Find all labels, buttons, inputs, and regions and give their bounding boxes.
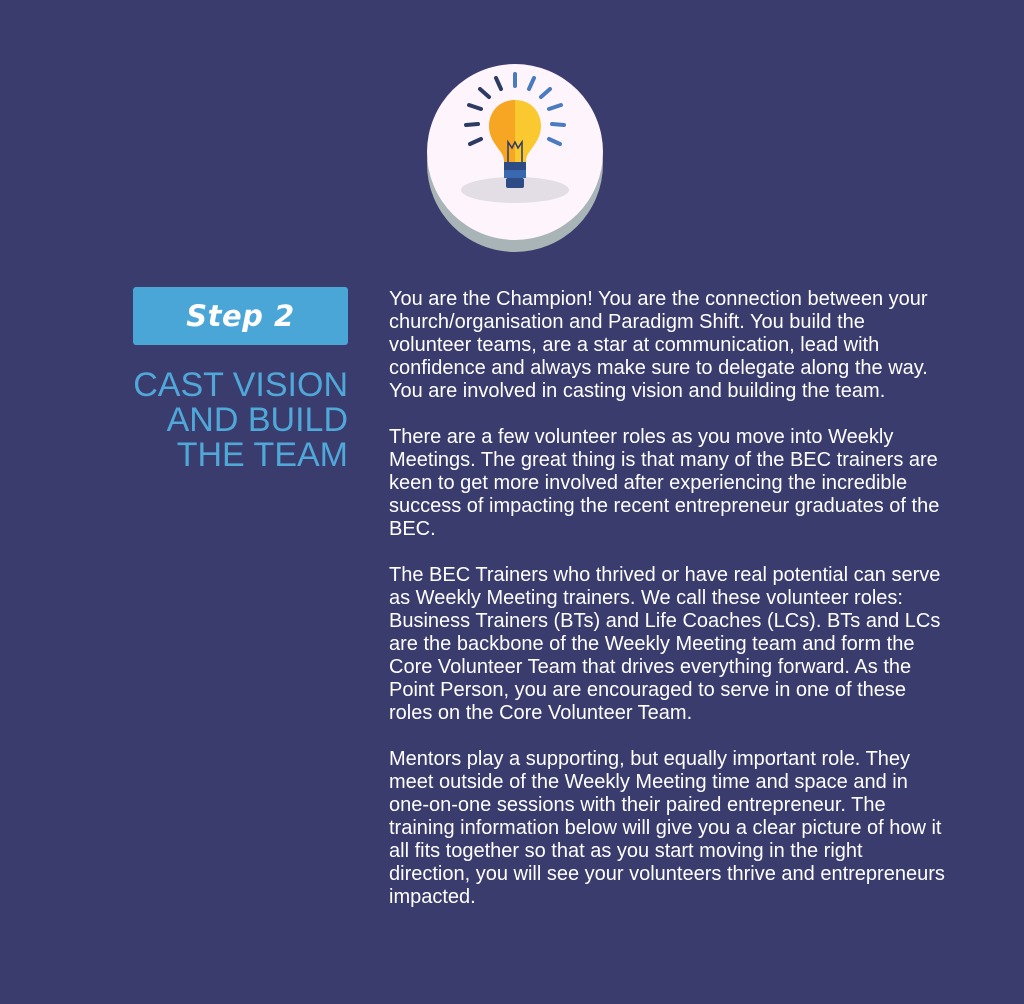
- paragraph: There are a few volunteer roles as you move into Weekly Meetings. The great thing is that many of the BEC trainers are keen to get more involved after experiencing the incredible success of impacting the recent entrepreneur graduates of the BEC.: [389, 426, 940, 540]
- lightbulb-icon: [420, 62, 610, 252]
- step-badge: [133, 287, 348, 345]
- step-label: Step 2: [186, 299, 295, 333]
- paragraph: Mentors play a supporting, but equally important role. They meet outside of the Weekly Meeting time and space and in one-on-one sessions with their paired entrepreneur. The training information below will give you a clear picture of how it all fits together so that as you start moving in the right direction, you will see your volunteers thrive and entrepreneurs impacted.: [389, 748, 945, 908]
- paragraph: The BEC Trainers who thrived or have real potential can serve as Weekly Meeting trainers. We call these volunteer roles: Business Trainers (BTs) and Life Coaches (LCs). BTs and LCs are the backbone of the Weekly Meeting team and form the Core Volunteer Team that drives everything forward. As the Point Person, you are encouraged to serve in one of these roles on the Core Volunteer Team.: [389, 564, 941, 724]
- step-title: CAST VISION AND BUILD THE TEAM: [133, 366, 348, 474]
- body-text: [389, 288, 949, 932]
- paragraph: You are the Champion! You are the connection between your church/organisation and Paradigm Shift. You build the volunteer teams, are a star at communication, lead with confidence and always make sure to delegate along the way. You are involved in casting vision and building the team.: [389, 288, 928, 402]
- lightbulb-illustration: [420, 62, 610, 252]
